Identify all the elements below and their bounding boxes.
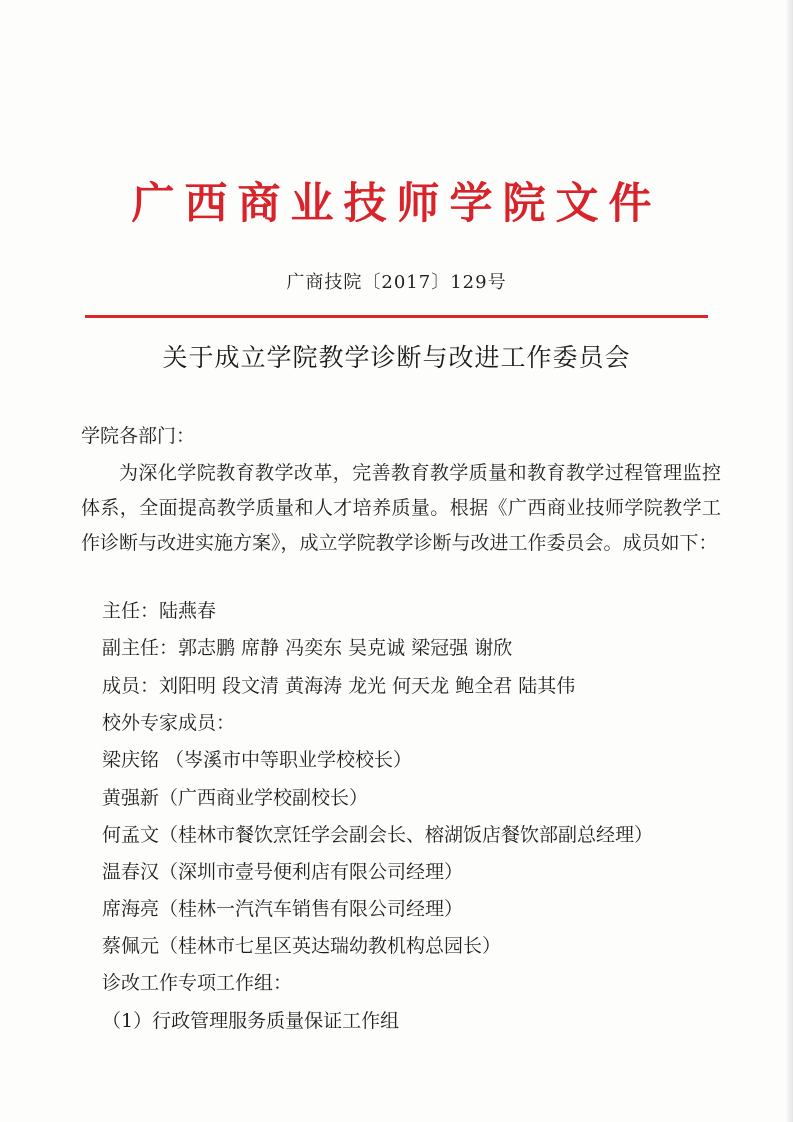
working-groups-heading: 诊改工作专项工作组： <box>102 972 293 994</box>
external-expert-item: 席海亮（桂林一汽汽车销售有限公司经理） <box>102 898 464 920</box>
committee-members-line: 成员：刘阳明 段文清 黄海涛 龙光 何天龙 鲍全君 陆其伟 <box>102 675 576 697</box>
document-subject: 关于成立学院教学诊断与改进工作委员会 <box>162 343 631 372</box>
working-group-item: （1）行政管理服务质量保证工作组 <box>102 1010 400 1032</box>
external-expert-item: 黄强新（广西商业学校副校长） <box>102 787 369 809</box>
deputy-directors-line: 副主任：郭志鹏 席静 冯奕东 吴克诚 梁冠强 谢欣 <box>102 637 513 659</box>
body-paragraph: 为深化学院教育教学改革，完善教育教学质量和教育教学过程管理监控体系，全面提高教学质量和人才培养质量。根据《广西商业技师学院教学工作诊断与改进实施方案》，成立学院教学诊断与改进工作委员会。成员如下： <box>81 462 721 554</box>
external-expert-item: 何孟文（桂林市餐饮烹饪学会副会长、榕湖饭店餐饮部副总经理） <box>102 824 654 846</box>
external-expert-item: 蔡佩元（桂林市七星区英达瑞幼教机构总园长） <box>102 935 502 957</box>
external-experts-heading: 校外专家成员： <box>102 712 236 734</box>
org-header-title: 广西商业技师学院文件 <box>131 179 662 229</box>
addressee: 学院各部门： <box>81 425 196 447</box>
external-expert-item: 温春汉（深圳市壹号便利店有限公司经理） <box>102 861 464 883</box>
scan-edge-shadow <box>785 0 793 1122</box>
external-expert-item: 梁庆铭 （岑溪市中等职业学校校长） <box>102 749 413 771</box>
red-separator-line <box>85 315 708 318</box>
document-number: 广商技院〔2017〕129号 <box>286 272 507 293</box>
director-line: 主任：陆燕春 <box>102 600 217 622</box>
